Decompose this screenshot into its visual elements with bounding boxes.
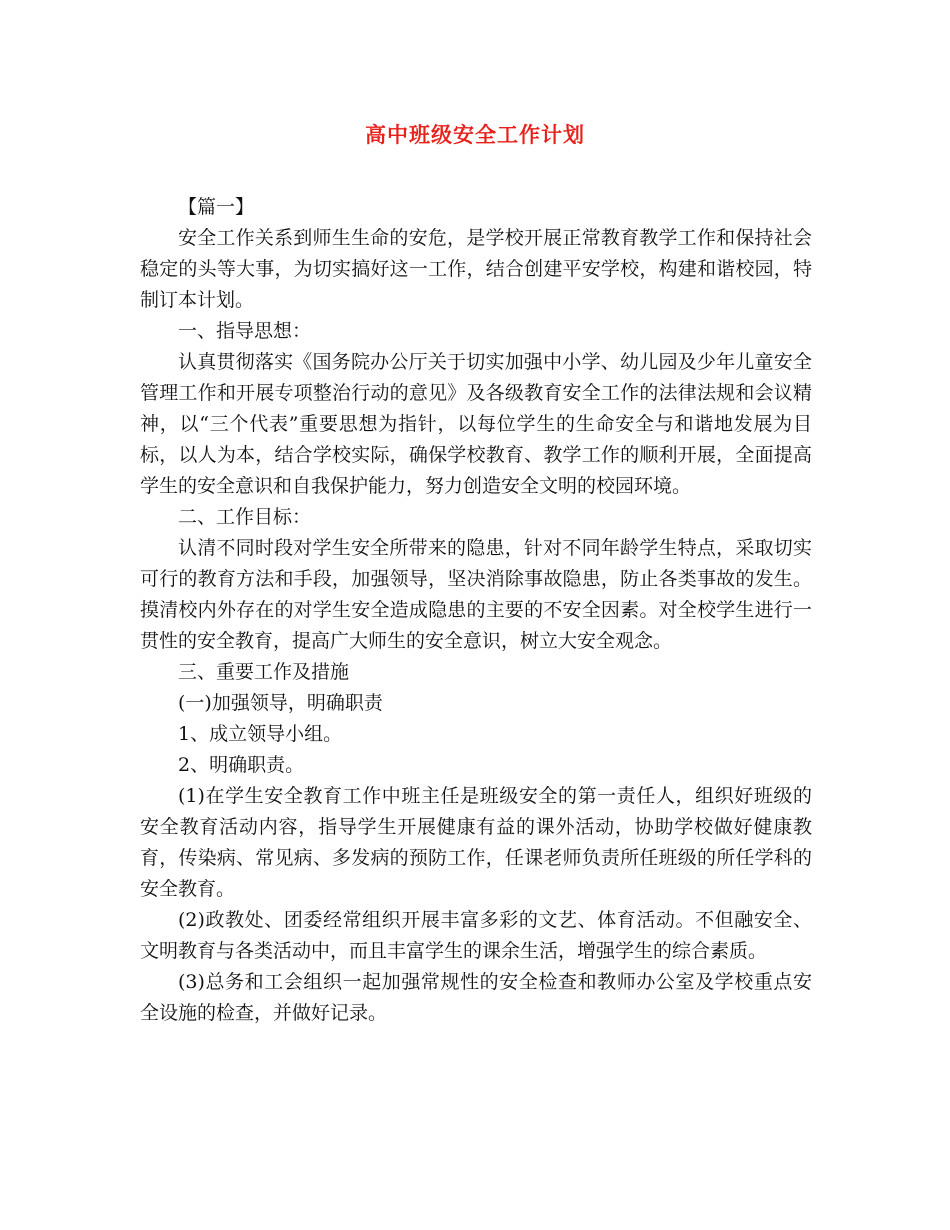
subheading-leadership: (一)加强领导，明确职责 (178, 692, 383, 714)
responsibility-item-3: (3)总务和工会组织一起加强常规性的安全检查和教师办公室及学校重点安全设施的检查，并做好记录。 (140, 971, 812, 1024)
list-item-leadership-group: 1、成立领导小组。 (178, 723, 343, 745)
document-body (140, 192, 812, 1029)
heading-guiding-ideology: 一、指导思想： (178, 320, 312, 342)
section-heading-part-one: 【篇一】 (178, 196, 255, 218)
list-item-responsibilities: 2、明确职责。 (178, 754, 305, 776)
responsibility-item-1: (1)在学生安全教育工作中班主任是班级安全的第一责任人，组织好班级的安全教育活动内容，指导学生开展健康有益的课外活动，协助学校做好健康教育，传染病、常见病、多发病的预防工作，任课老师负责所任班级的所任学科的安全教育。 (140, 785, 812, 900)
responsibility-item-2: (2)政教处、团委经常组织开展丰富多彩的文艺、体育活动。不但融安全、文明教育与各类活动中，而且丰富学生的课余生活，增强学生的综合素质。 (140, 909, 812, 962)
document-title: 高中班级安全工作计划 (365, 122, 585, 147)
intro-paragraph: 安全工作关系到师生生命的安危，是学校开展正常教育教学工作和保持社会稳定的头等大事，为切实搞好这一工作，结合创建平安学校，构建和谐校园，特制订本计划。 (140, 227, 812, 311)
heading-work-goals: 二、工作目标： (178, 506, 312, 528)
work-goals-paragraph: 认清不同时段对学生安全所带来的隐患，针对不同年龄学生特点，采取切实可行的教育方法和手段，加强领导，坚决消除事故隐患，防止各类事故的发生。摸清校内外存在的对学生安全造成隐患的主要的不安全因素。对全校学生进行一贯性的安全教育，提高广大师生的安全意识，树立大安全观念。 (140, 537, 812, 652)
guiding-ideology-paragraph: 认真贯彻落实《国务院办公厅关于切实加强中小学、幼儿园及少年儿童安全管理工作和开展专项整治行动的意见》及各级教育安全工作的法律法规和会议精神，以“三个代表”重要思想为指针，以每位学生的生命安全与和谐地发展为目标，以人为本，结合学校实际，确保学校教育、教学工作的顺利开展，全面提高学生的安全意识和自我保护能力，努力创造安全文明的校园环境。 (140, 351, 812, 497)
heading-key-tasks: 三、重要工作及措施 (178, 661, 350, 683)
